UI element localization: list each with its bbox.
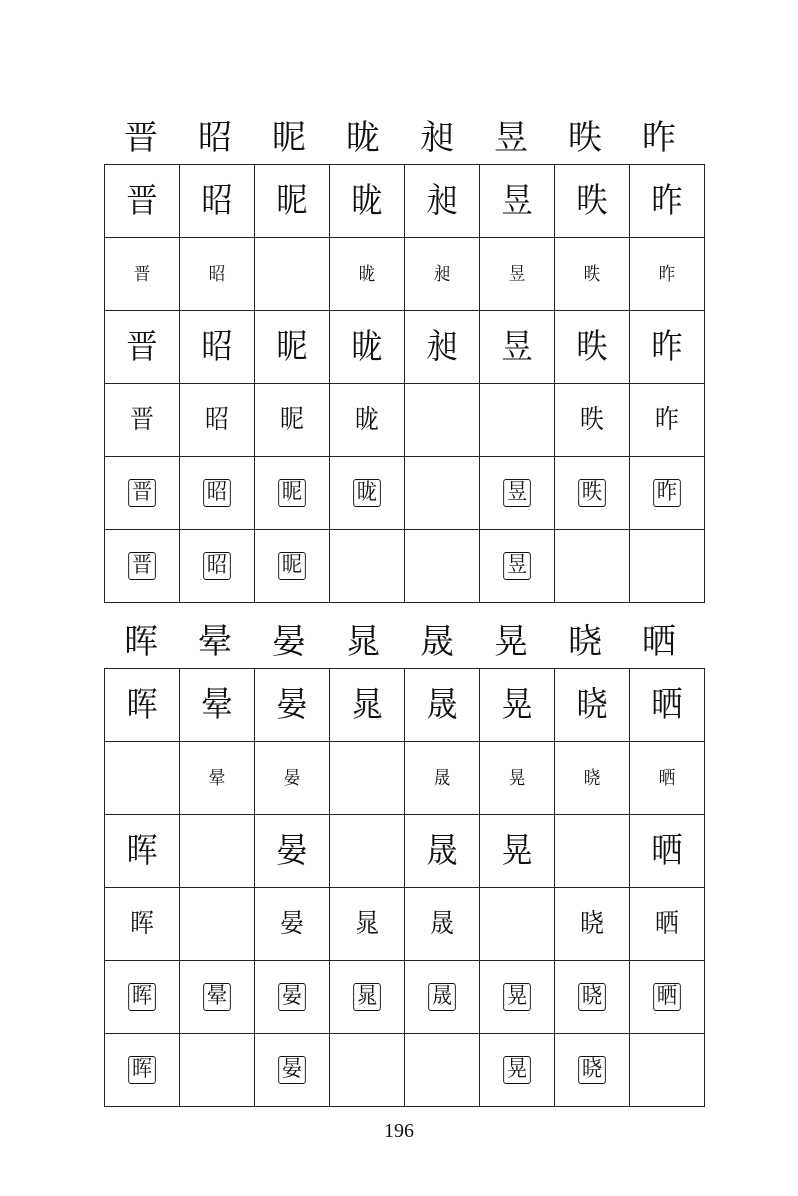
glyph-cell (480, 311, 555, 384)
ancient-script-glyph: 晏 (280, 909, 304, 939)
glyph-row (105, 669, 705, 742)
glyph-cell (180, 742, 255, 815)
glyph-cell (180, 961, 255, 1034)
glyph-cell (105, 457, 180, 530)
glyph-cell (630, 1034, 705, 1107)
glyph-cell (330, 815, 405, 888)
ancient-script-glyph: 昳 (576, 181, 608, 221)
column-header: 晋 (124, 118, 158, 158)
glyph-cell (555, 530, 630, 603)
ancient-script-glyph: 晓 (578, 1056, 606, 1084)
glyph-cell (630, 669, 705, 742)
ancient-script-glyph: 昶 (426, 181, 458, 221)
glyph-cell (255, 165, 330, 238)
ancient-script-glyph: 昭 (203, 479, 231, 507)
column-header: 昨 (642, 118, 676, 158)
column-header: 晖 (124, 622, 158, 662)
column-header: 晏 (272, 622, 306, 662)
glyph-cell (255, 669, 330, 742)
glyph-cell (105, 669, 180, 742)
page-number: 196 (384, 1120, 414, 1142)
glyph-cell (555, 1034, 630, 1107)
ancient-script-glyph: 昨 (653, 479, 681, 507)
column-header: 昱 (494, 118, 528, 158)
glyph-cell (330, 1034, 405, 1107)
glyph-cell (555, 238, 630, 311)
glyph-cell (255, 815, 330, 888)
glyph-cell (255, 238, 330, 311)
glyph-row (105, 311, 705, 384)
glyph-row (105, 815, 705, 888)
ancient-script-glyph: 晖 (126, 685, 158, 725)
glyph-cell (180, 238, 255, 311)
glyph-cell (330, 742, 405, 815)
glyph-cell (105, 311, 180, 384)
glyph-cell (555, 742, 630, 815)
ancient-script-glyph: 晃 (508, 767, 526, 789)
ancient-script-glyph: 昱 (508, 263, 526, 285)
glyph-cell (555, 384, 630, 457)
ancient-script-glyph: 晟 (426, 831, 458, 871)
ancient-script-glyph: 昵 (278, 479, 306, 507)
glyph-cell (180, 530, 255, 603)
glyph-cell (630, 311, 705, 384)
header-row-top (104, 118, 696, 158)
ancient-script-glyph: 昽 (358, 263, 376, 285)
ancient-script-glyph: 晃 (501, 831, 533, 871)
glyph-cell (555, 457, 630, 530)
ancient-script-glyph: 昭 (208, 263, 226, 285)
glyph-cell (630, 457, 705, 530)
ancient-script-glyph: 晃 (503, 983, 531, 1011)
ancient-script-glyph: 昭 (205, 405, 229, 435)
glyph-cell (255, 457, 330, 530)
ancient-script-glyph: 晃 (503, 1056, 531, 1084)
glyph-cell (105, 961, 180, 1034)
glyph-cell (105, 1034, 180, 1107)
column-header: 晁 (346, 622, 380, 662)
glyph-cell (405, 815, 480, 888)
ancient-script-glyph: 晓 (583, 767, 601, 789)
glyph-cell (630, 742, 705, 815)
glyph-cell (330, 238, 405, 311)
ancient-script-glyph: 晁 (355, 909, 379, 939)
column-header: 晒 (642, 622, 676, 662)
ancient-script-glyph: 晓 (578, 983, 606, 1011)
ancient-script-glyph: 昱 (503, 552, 531, 580)
glyph-cell (630, 238, 705, 311)
glyph-row (105, 961, 705, 1034)
header-row-bottom (104, 622, 696, 662)
glyph-cell (330, 165, 405, 238)
ancient-script-glyph: 晟 (426, 685, 458, 725)
glyph-cell (105, 815, 180, 888)
glyph-cell (330, 384, 405, 457)
ancient-script-glyph: 昵 (280, 405, 304, 435)
ancient-script-glyph: 昨 (655, 405, 679, 435)
ancient-script-glyph: 昽 (353, 479, 381, 507)
ancient-script-glyph: 晒 (653, 983, 681, 1011)
glyph-cell (405, 384, 480, 457)
glyph-cell (330, 311, 405, 384)
glyph-cell (405, 530, 480, 603)
column-header: 晟 (420, 622, 454, 662)
glyph-cell (405, 669, 480, 742)
ancient-script-glyph: 晃 (501, 685, 533, 725)
ancient-script-glyph: 昶 (433, 263, 451, 285)
glyph-cell (255, 384, 330, 457)
glyph-cell (480, 888, 555, 961)
glyph-cell (180, 384, 255, 457)
ancient-script-glyph: 晏 (278, 983, 306, 1011)
glyph-cell (555, 961, 630, 1034)
ancient-script-glyph: 晒 (651, 685, 683, 725)
ancient-script-glyph: 昱 (501, 181, 533, 221)
ancient-script-glyph: 晖 (130, 909, 154, 939)
column-header: 昭 (198, 118, 232, 158)
ancient-script-glyph: 昨 (651, 181, 683, 221)
glyph-cell (180, 1034, 255, 1107)
ancient-script-glyph: 晁 (353, 983, 381, 1011)
glyph-cell (405, 457, 480, 530)
glyph-cell (255, 742, 330, 815)
ancient-script-glyph: 昶 (426, 327, 458, 367)
ancient-script-glyph: 昱 (503, 479, 531, 507)
ancient-script-glyph: 晋 (130, 405, 154, 435)
ancient-script-glyph: 昽 (351, 327, 383, 367)
ancient-script-glyph: 昵 (278, 552, 306, 580)
ancient-script-glyph: 晟 (430, 909, 454, 939)
ancient-script-glyph: 晕 (208, 767, 226, 789)
ancient-script-glyph: 晒 (658, 767, 676, 789)
glyph-cell (480, 815, 555, 888)
glyph-cell (630, 530, 705, 603)
ancient-script-glyph: 晖 (126, 831, 158, 871)
glyph-cell (105, 384, 180, 457)
ancient-script-glyph: 晟 (428, 983, 456, 1011)
glyph-cell (405, 1034, 480, 1107)
glyph-cell (405, 165, 480, 238)
glyph-cell (255, 311, 330, 384)
glyph-cell (180, 311, 255, 384)
column-header: 晃 (494, 622, 528, 662)
glyph-cell (555, 669, 630, 742)
ancient-script-glyph: 昱 (501, 327, 533, 367)
glyph-cell (405, 311, 480, 384)
glyph-cell (630, 815, 705, 888)
glyph-cell (255, 961, 330, 1034)
glyph-cell (480, 961, 555, 1034)
glyph-cell (630, 384, 705, 457)
glyph-cell (405, 888, 480, 961)
ancient-script-glyph: 晒 (651, 831, 683, 871)
glyph-cell (480, 457, 555, 530)
ancient-script-glyph: 昨 (651, 327, 683, 367)
glyph-cell (405, 961, 480, 1034)
ancient-script-glyph: 昭 (201, 181, 233, 221)
column-header: 昽 (346, 118, 380, 158)
ancient-script-glyph: 昳 (583, 263, 601, 285)
glyph-cell (330, 961, 405, 1034)
ancient-script-glyph: 昳 (578, 479, 606, 507)
ancient-script-glyph: 晋 (128, 479, 156, 507)
glyph-cell (630, 165, 705, 238)
glyph-cell (480, 530, 555, 603)
glyph-cell (630, 888, 705, 961)
ancient-script-glyph: 昳 (580, 405, 604, 435)
ancient-script-glyph: 晓 (580, 909, 604, 939)
glyph-cell (555, 311, 630, 384)
column-header: 晓 (568, 622, 602, 662)
glyph-row (105, 238, 705, 311)
ancient-script-glyph: 晋 (128, 552, 156, 580)
ancient-script-glyph: 晒 (655, 909, 679, 939)
ancient-script-glyph: 昽 (351, 181, 383, 221)
glyph-cell (180, 457, 255, 530)
ancient-script-glyph: 昭 (201, 327, 233, 367)
column-header: 昶 (420, 118, 454, 158)
glyph-cell (255, 1034, 330, 1107)
glyph-cell (480, 384, 555, 457)
glyph-cell (180, 669, 255, 742)
ancient-script-glyph: 晓 (576, 685, 608, 725)
glyph-cell (105, 742, 180, 815)
ancient-script-glyph: 晏 (278, 1056, 306, 1084)
glyph-row (105, 530, 705, 603)
glyph-cell (555, 888, 630, 961)
ancient-script-glyph: 晖 (128, 1056, 156, 1084)
ancient-script-glyph: 昽 (355, 405, 379, 435)
glyph-cell (480, 669, 555, 742)
ancient-script-glyph: 晁 (351, 685, 383, 725)
glyph-cell (330, 888, 405, 961)
glyph-cell (180, 165, 255, 238)
glyph-row (105, 888, 705, 961)
glyph-cell (255, 530, 330, 603)
ancient-script-glyph: 昵 (276, 327, 308, 367)
glyph-cell (480, 165, 555, 238)
glyph-cell (405, 238, 480, 311)
ancient-script-glyph: 昵 (276, 181, 308, 221)
ancient-script-glyph: 晕 (201, 685, 233, 725)
glyph-cell (330, 669, 405, 742)
glyph-cell (630, 961, 705, 1034)
ancient-script-glyph: 晏 (276, 831, 308, 871)
glyph-cell (555, 165, 630, 238)
glyph-cell (480, 1034, 555, 1107)
ancient-script-glyph: 晏 (276, 685, 308, 725)
glyph-table-bottom (104, 668, 705, 1107)
ancient-script-glyph: 昳 (576, 327, 608, 367)
column-header: 昵 (272, 118, 306, 158)
ancient-script-glyph: 晟 (433, 767, 451, 789)
ancient-script-glyph: 昨 (658, 263, 676, 285)
ancient-script-glyph: 晋 (126, 327, 158, 367)
ancient-script-glyph: 晕 (203, 983, 231, 1011)
glyph-cell (180, 888, 255, 961)
glyph-row (105, 384, 705, 457)
glyph-row (105, 1034, 705, 1107)
column-header: 昳 (568, 118, 602, 158)
glyph-cell (330, 530, 405, 603)
ancient-script-glyph: 晖 (128, 983, 156, 1011)
glyph-cell (105, 165, 180, 238)
ancient-script-glyph: 昭 (203, 552, 231, 580)
glyph-cell (480, 238, 555, 311)
glyph-row (105, 165, 705, 238)
glyph-row (105, 457, 705, 530)
glyph-cell (180, 815, 255, 888)
ancient-script-glyph: 晋 (126, 181, 158, 221)
glyph-cell (330, 457, 405, 530)
glyph-row (105, 742, 705, 815)
glyph-cell (105, 888, 180, 961)
glyph-cell (105, 238, 180, 311)
ancient-script-glyph: 晋 (133, 263, 151, 285)
glyph-table-top (104, 164, 705, 603)
glyph-cell (105, 530, 180, 603)
glyph-cell (555, 815, 630, 888)
ancient-script-glyph: 晏 (283, 767, 301, 789)
glyph-cell (480, 742, 555, 815)
glyph-cell (255, 888, 330, 961)
glyph-cell (405, 742, 480, 815)
column-header: 晕 (198, 622, 232, 662)
